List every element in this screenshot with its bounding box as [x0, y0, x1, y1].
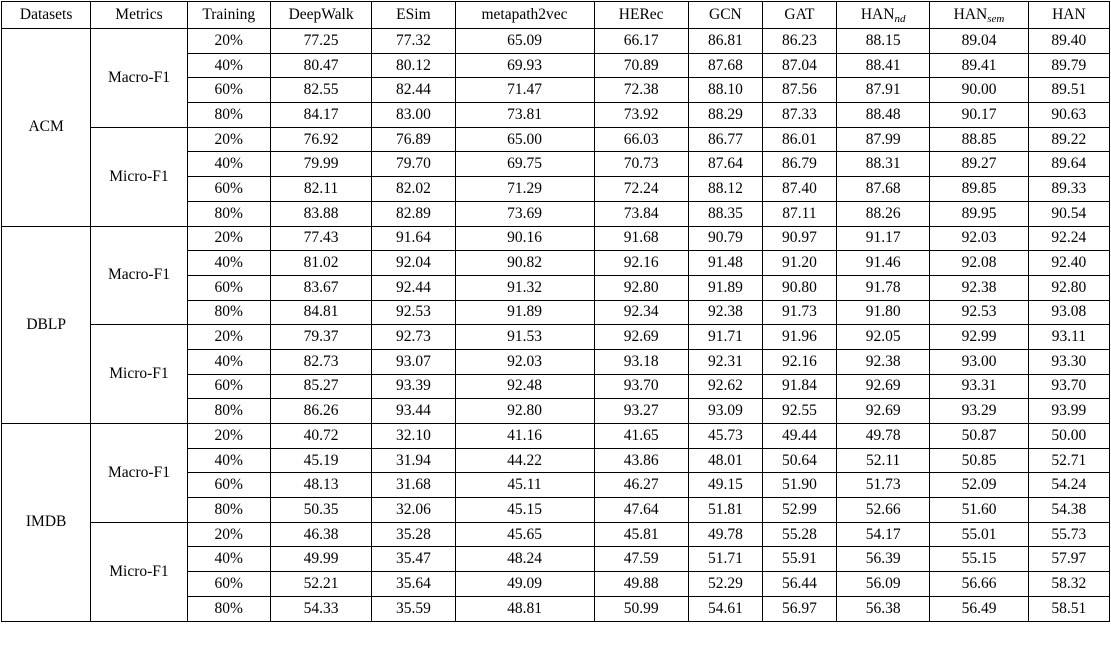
value-cell: 40.72: [270, 424, 371, 449]
value-cell: 87.99: [836, 127, 929, 152]
value-cell: 93.11: [1028, 325, 1109, 350]
value-cell: 56.44: [762, 572, 836, 597]
value-cell: 92.44: [372, 275, 455, 300]
training-cell: 60%: [187, 374, 270, 399]
value-cell: 55.73: [1028, 522, 1109, 547]
value-cell: 48.01: [688, 448, 762, 473]
value-cell: 91.96: [762, 325, 836, 350]
metric-cell: Micro-F1: [91, 522, 187, 621]
value-cell: 93.39: [372, 374, 455, 399]
value-cell: 93.09: [688, 399, 762, 424]
training-cell: 40%: [187, 349, 270, 374]
value-cell: 70.89: [594, 53, 688, 78]
value-cell: 92.40: [1028, 251, 1109, 276]
value-cell: 49.99: [270, 547, 371, 572]
value-cell: 82.73: [270, 349, 371, 374]
value-cell: 88.15: [836, 29, 929, 54]
value-cell: 91.68: [594, 226, 688, 251]
value-cell: 56.66: [930, 572, 1028, 597]
value-cell: 80.12: [372, 53, 455, 78]
value-cell: 92.03: [930, 226, 1028, 251]
value-cell: 50.35: [270, 498, 371, 523]
value-cell: 51.60: [930, 498, 1028, 523]
header-row: [2, 2, 1110, 29]
han-nd-subscript: nd: [894, 12, 906, 25]
training-cell: 60%: [187, 78, 270, 103]
value-cell: 48.24: [455, 547, 594, 572]
dataset-cell: DBLP: [2, 226, 91, 424]
value-cell: 92.62: [688, 374, 762, 399]
value-cell: 79.99: [270, 152, 371, 177]
value-cell: 90.00: [930, 78, 1028, 103]
training-cell: 20%: [187, 424, 270, 449]
value-cell: 91.84: [762, 374, 836, 399]
value-cell: 54.38: [1028, 498, 1109, 523]
value-cell: 45.15: [455, 498, 594, 523]
value-cell: 49.88: [594, 572, 688, 597]
dataset-cell: ACM: [2, 29, 91, 227]
value-cell: 86.79: [762, 152, 836, 177]
value-cell: 31.68: [372, 473, 455, 498]
table-header: [2, 2, 1110, 29]
value-cell: 86.01: [762, 127, 836, 152]
value-cell: 41.16: [455, 424, 594, 449]
value-cell: 66.03: [594, 127, 688, 152]
value-cell: 89.79: [1028, 53, 1109, 78]
training-cell: 80%: [187, 399, 270, 424]
value-cell: 65.00: [455, 127, 594, 152]
results-table: [1, 1, 1110, 622]
value-cell: 91.64: [372, 226, 455, 251]
value-cell: 83.00: [372, 103, 455, 128]
value-cell: 52.11: [836, 448, 929, 473]
training-cell: 80%: [187, 596, 270, 621]
value-cell: 49.44: [762, 424, 836, 449]
value-cell: 84.81: [270, 300, 371, 325]
value-cell: 45.11: [455, 473, 594, 498]
value-cell: 81.02: [270, 251, 371, 276]
value-cell: 90.16: [455, 226, 594, 251]
value-cell: 82.11: [270, 177, 371, 202]
training-cell: 80%: [187, 498, 270, 523]
value-cell: 55.28: [762, 522, 836, 547]
value-cell: 88.41: [836, 53, 929, 78]
han-sem-base: HAN: [953, 5, 988, 23]
value-cell: 52.71: [1028, 448, 1109, 473]
value-cell: 54.17: [836, 522, 929, 547]
value-cell: 45.73: [688, 424, 762, 449]
value-cell: 83.67: [270, 275, 371, 300]
table-row: [2, 29, 1110, 54]
table-row: [2, 325, 1110, 350]
value-cell: 82.89: [372, 201, 455, 226]
training-cell: 60%: [187, 275, 270, 300]
value-cell: 93.07: [372, 349, 455, 374]
value-cell: 91.17: [836, 226, 929, 251]
value-cell: 32.06: [372, 498, 455, 523]
column-header-han-sem: [930, 2, 1028, 29]
value-cell: 86.77: [688, 127, 762, 152]
value-cell: 51.81: [688, 498, 762, 523]
value-cell: 71.29: [455, 177, 594, 202]
column-header-han: HAN: [1028, 2, 1109, 29]
table-body: [2, 29, 1110, 622]
value-cell: 56.39: [836, 547, 929, 572]
value-cell: 45.81: [594, 522, 688, 547]
value-cell: 93.99: [1028, 399, 1109, 424]
value-cell: 91.71: [688, 325, 762, 350]
column-header-gcn: GCN: [688, 2, 762, 29]
value-cell: 77.32: [372, 29, 455, 54]
value-cell: 92.99: [930, 325, 1028, 350]
column-header-datasets: Datasets: [2, 2, 91, 29]
value-cell: 57.97: [1028, 547, 1109, 572]
value-cell: 55.91: [762, 547, 836, 572]
value-cell: 73.81: [455, 103, 594, 128]
value-cell: 87.91: [836, 78, 929, 103]
value-cell: 90.63: [1028, 103, 1109, 128]
value-cell: 58.32: [1028, 572, 1109, 597]
metric-cell: Macro-F1: [91, 29, 187, 128]
metric-cell: Micro-F1: [91, 325, 187, 424]
value-cell: 72.24: [594, 177, 688, 202]
value-cell: 85.27: [270, 374, 371, 399]
value-cell: 46.38: [270, 522, 371, 547]
value-cell: 88.35: [688, 201, 762, 226]
table-row: [2, 226, 1110, 251]
value-cell: 46.27: [594, 473, 688, 498]
value-cell: 91.20: [762, 251, 836, 276]
value-cell: 87.68: [688, 53, 762, 78]
value-cell: 77.25: [270, 29, 371, 54]
value-cell: 79.37: [270, 325, 371, 350]
value-cell: 31.94: [372, 448, 455, 473]
value-cell: 88.26: [836, 201, 929, 226]
value-cell: 69.93: [455, 53, 594, 78]
training-cell: 20%: [187, 325, 270, 350]
value-cell: 52.21: [270, 572, 371, 597]
han-nd-base: HAN: [860, 5, 895, 23]
value-cell: 88.12: [688, 177, 762, 202]
value-cell: 87.40: [762, 177, 836, 202]
value-cell: 87.68: [836, 177, 929, 202]
value-cell: 88.85: [930, 127, 1028, 152]
value-cell: 88.29: [688, 103, 762, 128]
value-cell: 35.47: [372, 547, 455, 572]
value-cell: 51.71: [688, 547, 762, 572]
value-cell: 50.00: [1028, 424, 1109, 449]
value-cell: 91.53: [455, 325, 594, 350]
value-cell: 93.00: [930, 349, 1028, 374]
value-cell: 73.92: [594, 103, 688, 128]
value-cell: 87.33: [762, 103, 836, 128]
value-cell: 54.61: [688, 596, 762, 621]
value-cell: 52.29: [688, 572, 762, 597]
value-cell: 54.33: [270, 596, 371, 621]
value-cell: 70.73: [594, 152, 688, 177]
value-cell: 87.04: [762, 53, 836, 78]
value-cell: 92.05: [836, 325, 929, 350]
value-cell: 86.26: [270, 399, 371, 424]
value-cell: 93.18: [594, 349, 688, 374]
value-cell: 44.22: [455, 448, 594, 473]
value-cell: 47.59: [594, 547, 688, 572]
value-cell: 93.70: [594, 374, 688, 399]
value-cell: 92.69: [594, 325, 688, 350]
value-cell: 32.10: [372, 424, 455, 449]
metric-cell: Micro-F1: [91, 127, 187, 226]
value-cell: 48.81: [455, 596, 594, 621]
value-cell: 52.99: [762, 498, 836, 523]
value-cell: 87.64: [688, 152, 762, 177]
value-cell: 52.09: [930, 473, 1028, 498]
value-cell: 54.24: [1028, 473, 1109, 498]
value-cell: 92.16: [762, 349, 836, 374]
value-cell: 84.17: [270, 103, 371, 128]
training-cell: 20%: [187, 226, 270, 251]
value-cell: 86.81: [688, 29, 762, 54]
value-cell: 79.70: [372, 152, 455, 177]
value-cell: 92.38: [836, 349, 929, 374]
training-cell: 20%: [187, 29, 270, 54]
value-cell: 76.89: [372, 127, 455, 152]
column-header-herec: HERec: [594, 2, 688, 29]
value-cell: 91.48: [688, 251, 762, 276]
value-cell: 91.89: [688, 275, 762, 300]
value-cell: 89.51: [1028, 78, 1109, 103]
value-cell: 50.64: [762, 448, 836, 473]
value-cell: 45.19: [270, 448, 371, 473]
metric-cell: Macro-F1: [91, 424, 187, 523]
value-cell: 51.90: [762, 473, 836, 498]
training-cell: 40%: [187, 448, 270, 473]
value-cell: 89.40: [1028, 29, 1109, 54]
value-cell: 47.64: [594, 498, 688, 523]
value-cell: 93.70: [1028, 374, 1109, 399]
value-cell: 73.84: [594, 201, 688, 226]
value-cell: 72.38: [594, 78, 688, 103]
value-cell: 89.64: [1028, 152, 1109, 177]
value-cell: 89.33: [1028, 177, 1109, 202]
value-cell: 91.46: [836, 251, 929, 276]
value-cell: 93.44: [372, 399, 455, 424]
value-cell: 71.47: [455, 78, 594, 103]
training-cell: 20%: [187, 522, 270, 547]
value-cell: 91.89: [455, 300, 594, 325]
value-cell: 89.22: [1028, 127, 1109, 152]
value-cell: 49.15: [688, 473, 762, 498]
value-cell: 88.31: [836, 152, 929, 177]
value-cell: 52.66: [836, 498, 929, 523]
value-cell: 77.43: [270, 226, 371, 251]
value-cell: 88.10: [688, 78, 762, 103]
value-cell: 49.09: [455, 572, 594, 597]
table-row: [2, 127, 1110, 152]
value-cell: 56.49: [930, 596, 1028, 621]
value-cell: 92.80: [455, 399, 594, 424]
han-sem-subscript: sem: [987, 12, 1005, 25]
value-cell: 89.85: [930, 177, 1028, 202]
value-cell: 92.08: [930, 251, 1028, 276]
column-header-esim: ESim: [372, 2, 455, 29]
value-cell: 92.24: [1028, 226, 1109, 251]
value-cell: 66.17: [594, 29, 688, 54]
value-cell: 69.75: [455, 152, 594, 177]
value-cell: 48.13: [270, 473, 371, 498]
column-header-metrics: Metrics: [91, 2, 187, 29]
metric-cell: Macro-F1: [91, 226, 187, 325]
value-cell: 90.80: [762, 275, 836, 300]
value-cell: 92.55: [762, 399, 836, 424]
training-cell: 80%: [187, 103, 270, 128]
value-cell: 56.38: [836, 596, 929, 621]
value-cell: 92.80: [1028, 275, 1109, 300]
value-cell: 82.02: [372, 177, 455, 202]
training-cell: 40%: [187, 152, 270, 177]
value-cell: 55.01: [930, 522, 1028, 547]
value-cell: 87.56: [762, 78, 836, 103]
value-cell: 93.27: [594, 399, 688, 424]
value-cell: 93.31: [930, 374, 1028, 399]
value-cell: 51.73: [836, 473, 929, 498]
value-cell: 50.99: [594, 596, 688, 621]
value-cell: 82.55: [270, 78, 371, 103]
value-cell: 43.86: [594, 448, 688, 473]
value-cell: 56.09: [836, 572, 929, 597]
training-cell: 40%: [187, 53, 270, 78]
training-cell: 80%: [187, 201, 270, 226]
value-cell: 92.38: [688, 300, 762, 325]
value-cell: 92.16: [594, 251, 688, 276]
value-cell: 76.92: [270, 127, 371, 152]
value-cell: 92.38: [930, 275, 1028, 300]
table-row: [2, 522, 1110, 547]
training-cell: 80%: [187, 300, 270, 325]
column-header-metapath2vec: metapath2vec: [455, 2, 594, 29]
value-cell: 55.15: [930, 547, 1028, 572]
value-cell: 92.53: [930, 300, 1028, 325]
value-cell: 49.78: [836, 424, 929, 449]
value-cell: 89.41: [930, 53, 1028, 78]
value-cell: 91.73: [762, 300, 836, 325]
value-cell: 86.23: [762, 29, 836, 54]
value-cell: 92.53: [372, 300, 455, 325]
training-cell: 60%: [187, 473, 270, 498]
value-cell: 49.78: [688, 522, 762, 547]
training-cell: 20%: [187, 127, 270, 152]
column-header-gat: GAT: [762, 2, 836, 29]
value-cell: 56.97: [762, 596, 836, 621]
table-row: [2, 424, 1110, 449]
value-cell: 92.31: [688, 349, 762, 374]
training-cell: 40%: [187, 251, 270, 276]
dataset-cell: IMDB: [2, 424, 91, 622]
value-cell: 35.28: [372, 522, 455, 547]
value-cell: 82.44: [372, 78, 455, 103]
value-cell: 89.95: [930, 201, 1028, 226]
value-cell: 92.73: [372, 325, 455, 350]
value-cell: 80.47: [270, 53, 371, 78]
value-cell: 93.30: [1028, 349, 1109, 374]
value-cell: 92.69: [836, 374, 929, 399]
value-cell: 35.64: [372, 572, 455, 597]
value-cell: 35.59: [372, 596, 455, 621]
value-cell: 93.08: [1028, 300, 1109, 325]
value-cell: 91.78: [836, 275, 929, 300]
value-cell: 41.65: [594, 424, 688, 449]
value-cell: 89.27: [930, 152, 1028, 177]
value-cell: 92.69: [836, 399, 929, 424]
value-cell: 83.88: [270, 201, 371, 226]
value-cell: 91.32: [455, 275, 594, 300]
column-header-deepwalk: DeepWalk: [270, 2, 371, 29]
column-header-training: Training: [187, 2, 270, 29]
value-cell: 90.97: [762, 226, 836, 251]
value-cell: 92.80: [594, 275, 688, 300]
value-cell: 87.11: [762, 201, 836, 226]
column-header-han-nd: [836, 2, 929, 29]
value-cell: 92.48: [455, 374, 594, 399]
value-cell: 90.54: [1028, 201, 1109, 226]
value-cell: 92.04: [372, 251, 455, 276]
value-cell: 65.09: [455, 29, 594, 54]
value-cell: 90.17: [930, 103, 1028, 128]
training-cell: 60%: [187, 572, 270, 597]
value-cell: 50.85: [930, 448, 1028, 473]
training-cell: 60%: [187, 177, 270, 202]
value-cell: 90.79: [688, 226, 762, 251]
value-cell: 73.69: [455, 201, 594, 226]
value-cell: 92.34: [594, 300, 688, 325]
value-cell: 58.51: [1028, 596, 1109, 621]
value-cell: 91.80: [836, 300, 929, 325]
value-cell: 45.65: [455, 522, 594, 547]
value-cell: 93.29: [930, 399, 1028, 424]
value-cell: 90.82: [455, 251, 594, 276]
value-cell: 88.48: [836, 103, 929, 128]
training-cell: 40%: [187, 547, 270, 572]
value-cell: 89.04: [930, 29, 1028, 54]
value-cell: 50.87: [930, 424, 1028, 449]
value-cell: 92.03: [455, 349, 594, 374]
